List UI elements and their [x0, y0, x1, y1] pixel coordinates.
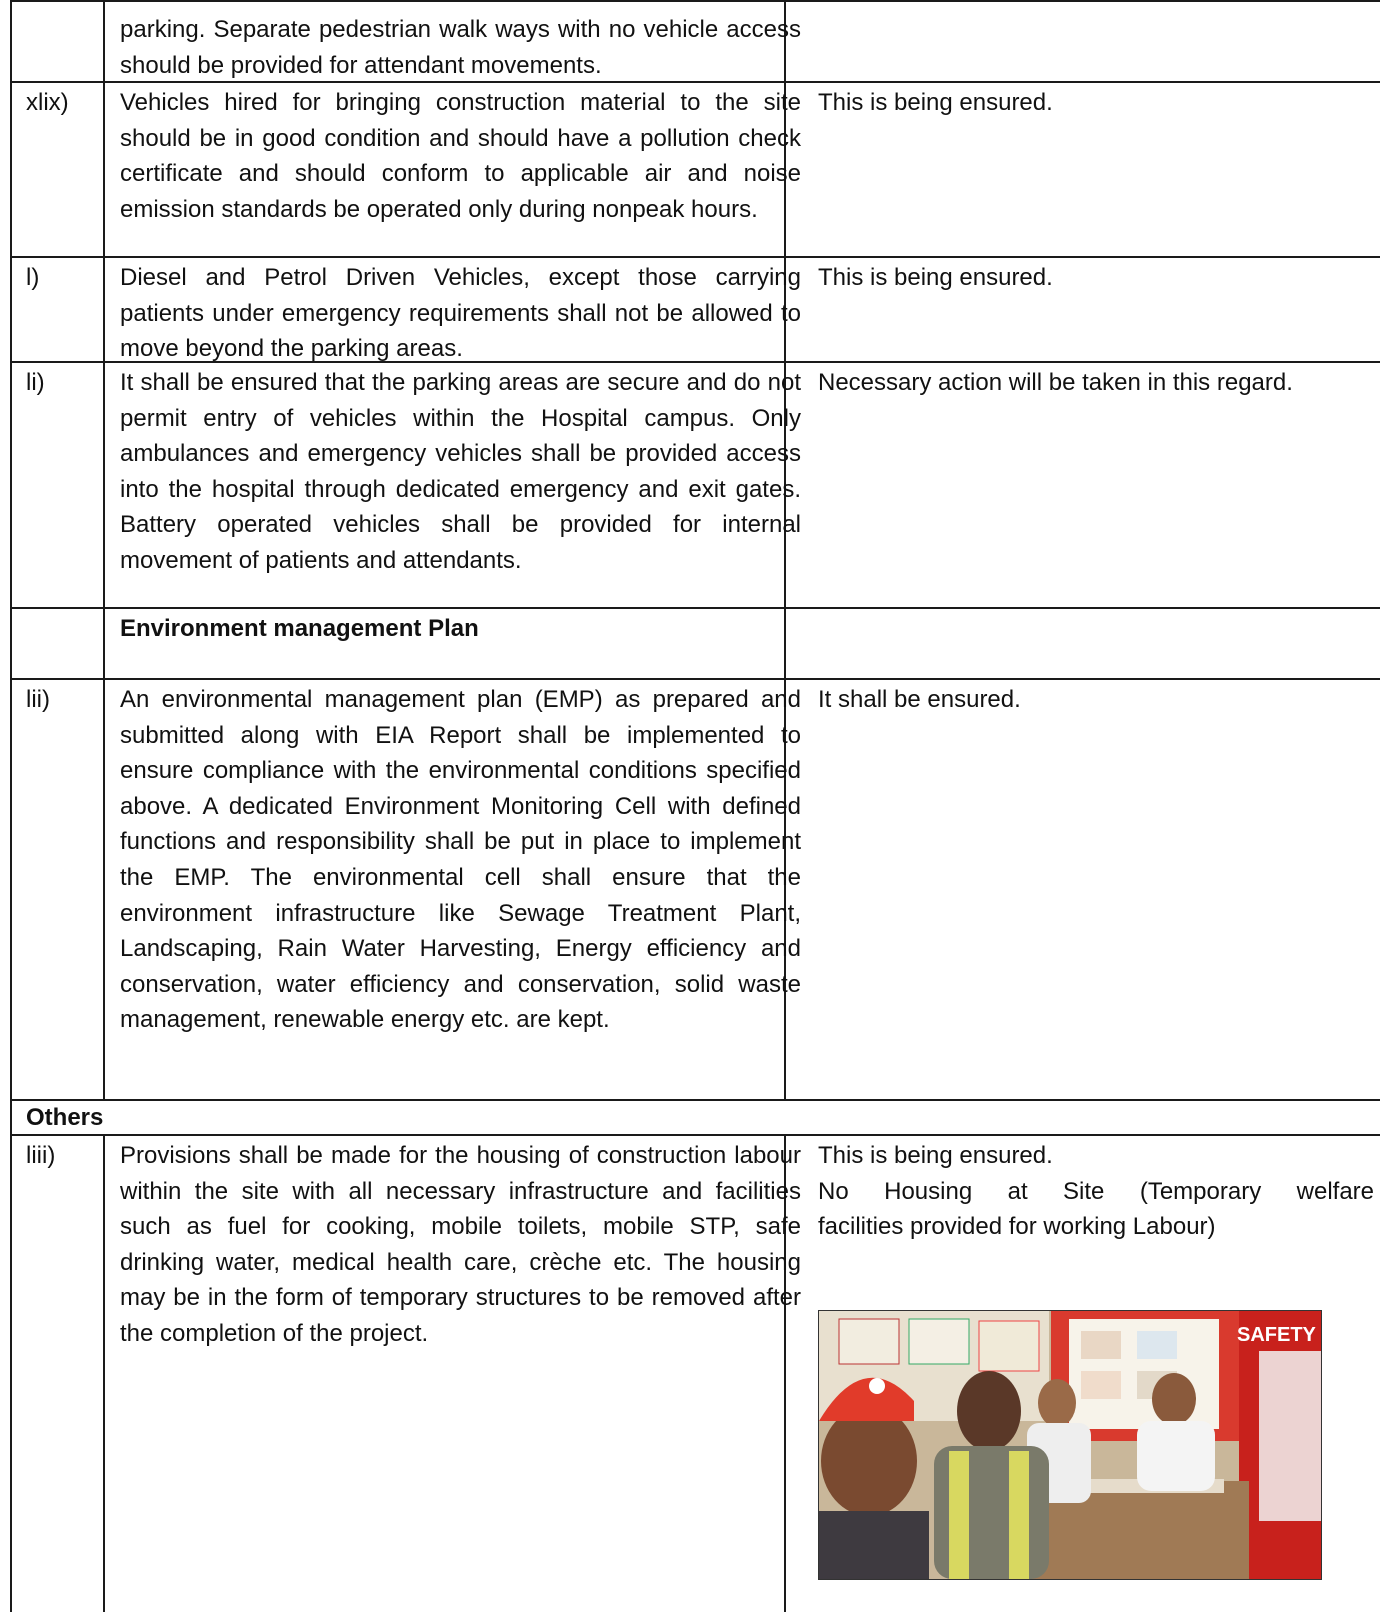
requirement-text: It shall be ensured that the parking areas are secure and do not permit entry of vehicles within the Hospital campus. Only ambulances and emergency vehicles shall be provided access into the hospital through dedicated emergency and exit gates. Battery operated vehicles shall be provided for internal movement of patients and attendants. — [120, 369, 801, 574]
row-number: li) — [26, 369, 45, 396]
table-border — [10, 1134, 1380, 1136]
table-border — [10, 0, 1380, 2]
welfare-facility-photo — [818, 1310, 1322, 1580]
compliance-table — [10, 0, 1380, 1612]
response-text: This is being ensured. — [818, 264, 1053, 291]
response-line: No Housing at Site (Temporary welfare — [818, 1177, 1374, 1205]
response-line: facilities provided for working Labour) — [818, 1213, 1216, 1241]
table-border — [10, 0, 12, 1612]
table-border — [103, 0, 105, 1099]
row-number: lii) — [26, 686, 50, 713]
requirement-text: Provisions shall be made for the housing of construction labour within the site with all necessary infrastructure and facilities such as fuel for cooking, mobile toilets, mobile STP, safe drinking water, medical health care, crèche etc. The housing may be in the form of temporary structures to be removed after the completion of the project. — [120, 1142, 801, 1347]
requirement-text: Diesel and Petrol Driven Vehicles, except those carrying patients under emergency requirements shall not be allowed to move beyond the parking areas. — [120, 264, 801, 363]
response-text: This is being ensured. — [818, 89, 1053, 116]
response-text — [818, 1138, 1374, 1245]
row-number: xlix) — [26, 89, 69, 116]
section-heading-others: Others — [26, 1104, 104, 1131]
table-border — [10, 678, 1380, 680]
response-text: Necessary action will be taken in this regard. — [818, 369, 1293, 396]
row-number: liii) — [26, 1142, 56, 1169]
table-border — [103, 1134, 105, 1612]
requirement-text: Vehicles hired for bringing construction material to the site should be in good condition and should have a pollution check certificate and should conform to applicable air and noise emission standards be operated only during nonpeak hours. — [120, 89, 801, 223]
row-number: l) — [26, 264, 40, 291]
table-border — [10, 256, 1380, 258]
table-border — [10, 607, 1380, 609]
requirement-text: parking. Separate pedestrian walk ways with no vehicle access should be provided for attendant movements. — [120, 16, 801, 79]
section-heading-emp: Environment management Plan — [120, 615, 479, 642]
response-line: This is being ensured. — [818, 1142, 1053, 1169]
table-border — [10, 1099, 1380, 1101]
photo-poster-text: SAFETY — [1237, 1324, 1316, 1346]
response-text: It shall be ensured. — [818, 686, 1021, 713]
requirement-text: An environmental management plan (EMP) as prepared and submitted along with EIA Report shall be implemented to ensure compliance with the environmental conditions specified above. A dedicated Environment Monitoring Cell with defined functions and responsibility shall be put in place to implement the EMP. The environmental cell shall ensure that the environment infrastructure like Sewage Treatment Plant, Landscaping, Rain Water Harvesting, Energy efficiency and conservation, water efficiency and conservation, solid waste management, renewable energy etc. are kept. — [120, 686, 801, 1034]
